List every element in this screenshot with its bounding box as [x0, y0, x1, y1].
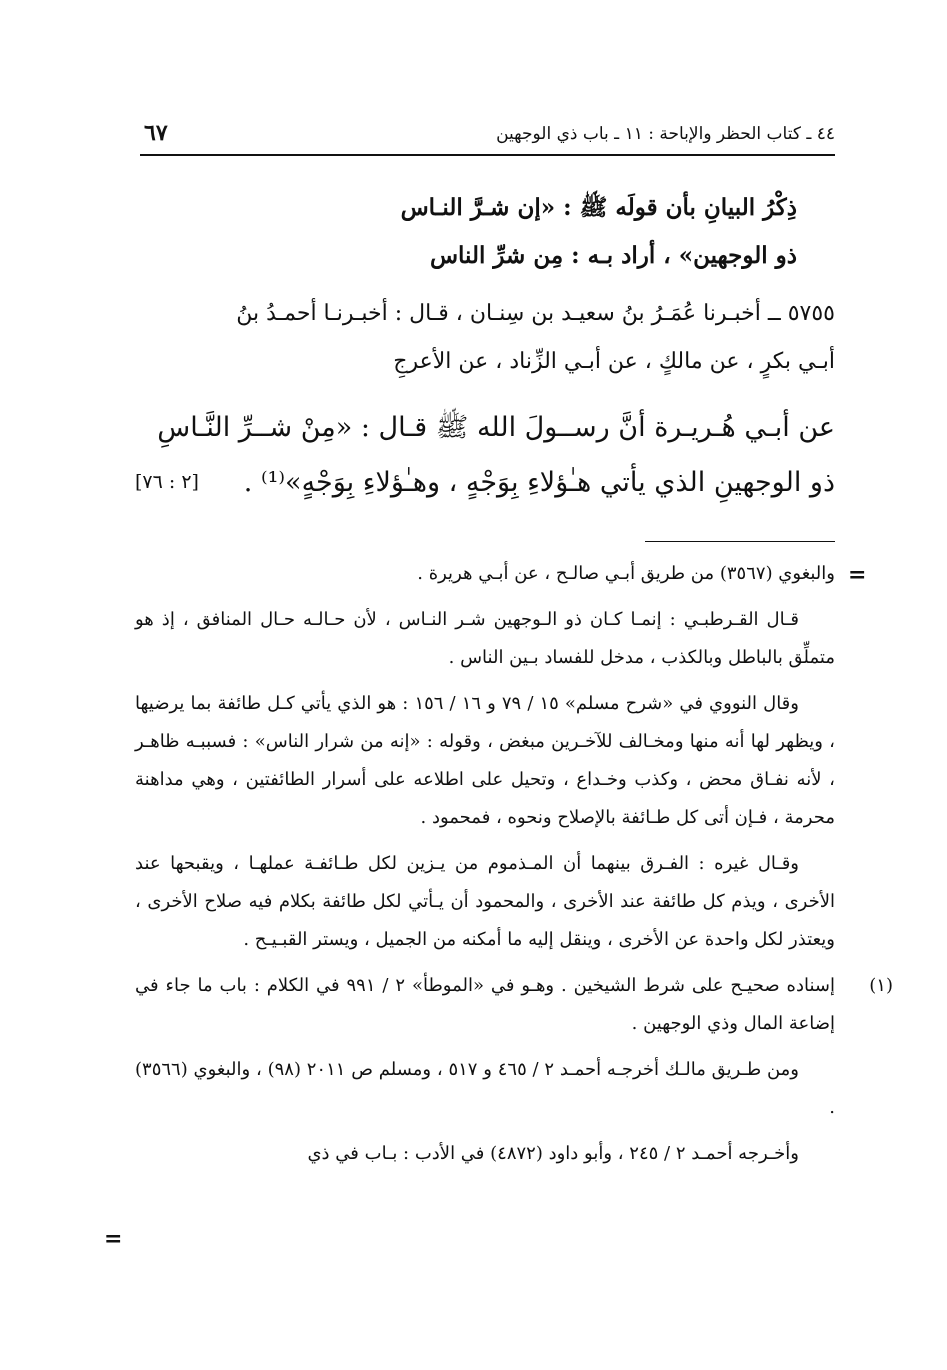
matn-line-2-row [135, 455, 835, 510]
heading-line-2: ذو الوجهين» ، أراد بـه : مِن شرِّ الناس [429, 242, 797, 269]
footnote-paragraph-4: وقـال غيره : الفـرق بينهما أن المـذموم من يـزين لكل طـائفـة عملهـا ، ويقبحها عند الأخرى ، ويذم كل طائفة عند الأخرى ، والمحمود أن يـأتي لكل طائفة بكلام فيه صلاح الأخرى ، ويعتذر لكل واحدة عن الأخرى ، وينقل إليه ما أمكنه من الجميل ، ويستر القبـيـح . [135, 853, 835, 950]
hadith-isnad [135, 290, 835, 386]
footnote-paragraph-1: والبغوي (٣٥٦٧) من طريق أبـي صالـح ، عن أبـي هريرة . [417, 563, 835, 584]
footnote-paragraph-2: قـال القـرطبـي : إنمـا كـان ذو الـوجهين شـر النـاس ، لأن حـالـه حـال المنافق ، إذ هو متملِّق بالباطل وبالكذب ، مدخل للفساد بـين الناس . [135, 609, 835, 668]
footnote-1-paragraph-1: إسناده صحيـح على شرط الشيخين . وهـو في «الموطأ» ٢ / ٩٩١ في الكلام : باب ما جاء في إضاعة المال وذي الوجهين . [135, 975, 835, 1034]
page-number: ٦٧ [144, 120, 168, 146]
isnad-line-2: أبـي بكرٍ ، عن مالكٍ ، عن أبـي الزِّناد ، عن الأعرجِ [393, 349, 835, 374]
page-header [140, 118, 835, 156]
footnote-1 [135, 967, 893, 1173]
chapter-heading [327, 184, 797, 280]
heading-line-1: ذِكْرُ البيانِ بأن قولَه ﷺ : «إن شـرَّ النـاس [400, 194, 797, 221]
footnotes [135, 555, 893, 1181]
footnote-1-paragraph-3: وأخـرجه أحمـد ٢ / ٢٤٥ ، وأبو داود (٤٨٧٢) في الأدب : بـاب في ذي [307, 1143, 799, 1164]
matn-line-1: عن أبـي هُـريـرة أنَّ رســولَ الله ﷺ قـال : «مِنْ شــرِّ النَّـاسِ [157, 412, 835, 443]
matn-line-2: ذو الوجهينِ الذي يأتي هـٰؤلاءِ بِوَجْهٍ ، وهـٰؤلاءِ بِوَجْهٍ»⁽¹⁾ . [243, 467, 835, 498]
footnote-number: (١) [869, 975, 893, 996]
hadith-reference: [٢ : ٧٦] [135, 471, 199, 493]
isnad-line-1: ٥٧٥٥ ــ أخبـرنا عُمَـرُ بنُ سعيـد بن سِنـان ، قـال : أخبـرنـا أحمـدُ بنُ [236, 301, 835, 326]
footnote-divider [645, 541, 835, 542]
footnote-1-paragraph-2: ومن طـريق مالـك أخرجـه أحمـد ٢ / ٤٦٥ و ٥١٧ ، ومسلم ص ٢٠١١ (٩٨) ، والبغوي (٣٥٦٦) . [135, 1059, 835, 1118]
hadith-matn [135, 400, 835, 510]
end-continuation-mark: = [104, 1226, 123, 1252]
footnote-paragraph-3: وقال النووي في «شرح مسلم» ١٥ / ٧٩ و ١٦ / ١٥٦ : هو الذي يأتي كـل طائفة بما يرضيها ، ويظهر لها أنه منها ومخـالف للآخـرين مبغض ، وقوله : «إنه من شرار الناس» : فسببـه ظاهـر ، لأنه نفـاق محض ، وكذب وخـداع ، وتحيل على اطلاعه على أسرار الطائفتين ، وهي مداهنة محرمة ، فـإن أتى كل طـائفة بالإصلاح ونحوه ، فمحمود . [135, 693, 835, 828]
continuation-mark: = [848, 562, 867, 588]
running-title: ٤٤ ـ كتاب الحظر والإباحة : ١١ ـ باب ذي الوجهين [496, 124, 835, 144]
